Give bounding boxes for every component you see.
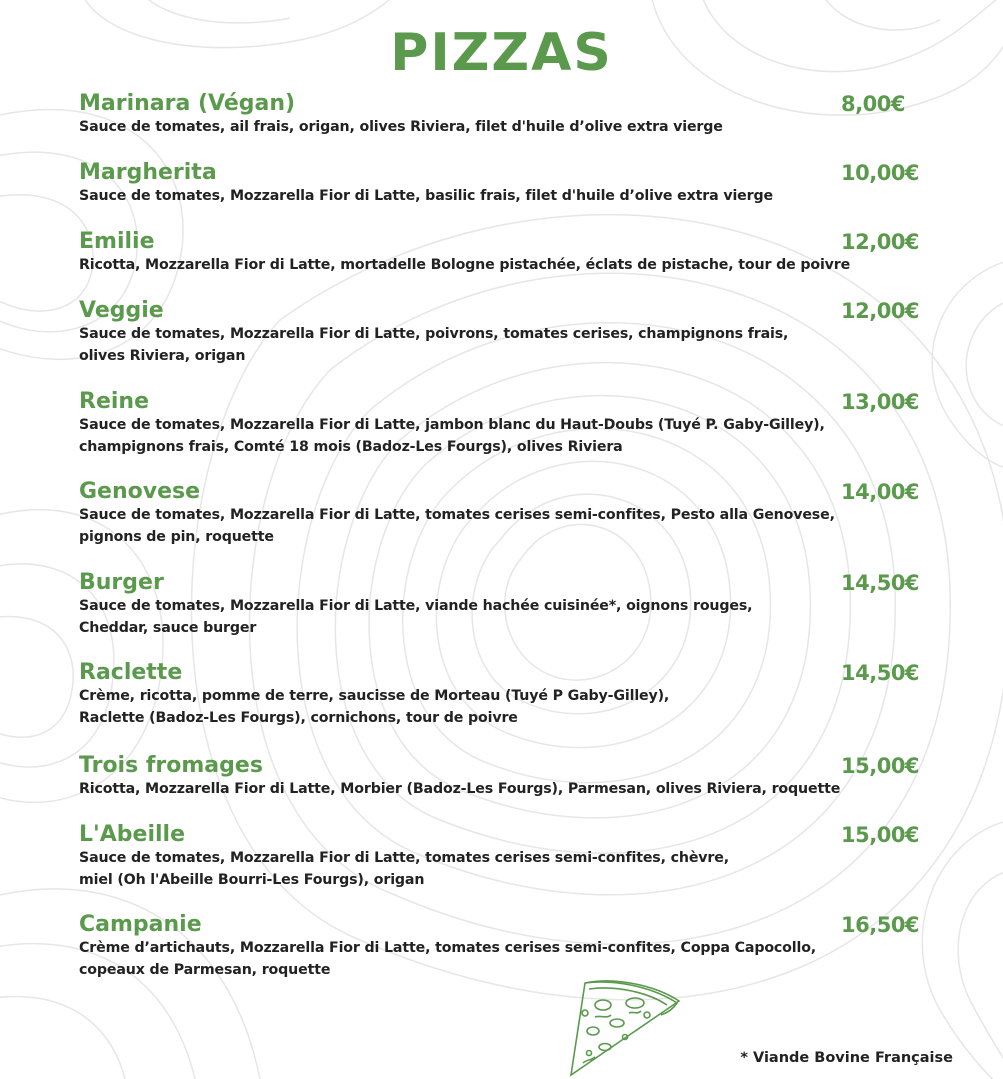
item-description: Sauce de tomates, Mozzarella Fior di Latte, tomates cerises semi-confites, chèvre, <box>79 850 729 866</box>
menu-item <box>79 571 939 639</box>
item-description-line-2: miel (Oh l'Abeille Bourri-Les Fourgs), origan <box>79 872 425 888</box>
item-price: 16,50€ <box>841 913 920 937</box>
item-name: Veggie <box>79 298 164 323</box>
menu-item <box>79 299 939 367</box>
menu-item <box>79 161 939 207</box>
item-price: 14,00€ <box>841 480 920 504</box>
menu-item <box>79 92 939 138</box>
item-price: 8,00€ <box>841 92 905 116</box>
menu-item <box>79 913 939 981</box>
menu-item <box>79 480 939 548</box>
item-name: Reine <box>79 389 149 414</box>
item-name: Emilie <box>79 229 155 254</box>
item-description: Crème, ricotta, pomme de terre, saucisse de Morteau (Tuyé P Gaby-Gilley), <box>79 688 670 704</box>
item-description: Sauce de tomates, Mozzarella Fior di Latte, jambon blanc du Haut-Doubs (Tuyé P. Gaby-Gilley), <box>79 417 825 433</box>
item-description: Sauce de tomates, Mozzarella Fior di Latte, tomates cerises semi-confites, Pesto alla Genovese, <box>79 507 835 523</box>
menu-item <box>79 390 939 458</box>
item-description-line-2: pignons de pin, roquette <box>79 529 274 545</box>
item-name: Marinara (Végan) <box>79 91 296 116</box>
item-price: 10,00€ <box>841 161 920 185</box>
item-name: L'Abeille <box>79 822 185 847</box>
menu-item <box>79 754 939 800</box>
item-description: Ricotta, Mozzarella Fior di Latte, mortadelle Bologne pistachée, éclats de pistache, tour de poivre <box>79 257 851 273</box>
item-price: 14,50€ <box>841 661 920 685</box>
item-description-line-2: Cheddar, sauce burger <box>79 620 257 636</box>
item-description-line-2: copeaux de Parmesan, roquette <box>79 962 331 978</box>
item-price: 13,00€ <box>841 390 920 414</box>
item-description: Ricotta, Mozzarella Fior di Latte, Morbier (Badoz-Les Fourgs), Parmesan, olives Riviera, roquette <box>79 781 841 797</box>
item-name: Campanie <box>79 912 202 937</box>
item-description: Sauce de tomates, Mozzarella Fior di Latte, poivrons, tomates cerises, champignons frais, <box>79 326 789 342</box>
item-name: Burger <box>79 570 164 595</box>
item-name: Raclette <box>79 660 183 685</box>
item-description: Sauce de tomates, ail frais, origan, olives Riviera, filet d'huile d’olive extra vierge <box>79 119 723 135</box>
item-description: Sauce de tomates, Mozzarella Fior di Latte, basilic frais, filet d'huile d’olive extra vierge <box>79 188 773 204</box>
item-price: 15,00€ <box>841 754 920 778</box>
item-price: 12,00€ <box>841 299 920 323</box>
item-price: 14,50€ <box>841 571 920 595</box>
item-price: 15,00€ <box>841 823 920 847</box>
item-description: Sauce de tomates, Mozzarella Fior di Latte, viande hachée cuisinée*, oignons rouges, <box>79 598 753 614</box>
item-price: 12,00€ <box>841 230 920 254</box>
item-name: Genovese <box>79 479 201 504</box>
menu-item <box>79 230 939 276</box>
footnote: * Viande Bovine Française <box>740 1050 953 1066</box>
item-name: Margherita <box>79 160 217 185</box>
menu-item <box>79 661 939 729</box>
item-description-line-2: Raclette (Badoz-Les Fourgs), cornichons, tour de poivre <box>79 710 518 726</box>
item-name: Trois fromages <box>79 753 263 778</box>
menu-item <box>79 823 939 891</box>
item-description: Crème d’artichauts, Mozzarella Fior di Latte, tomates cerises semi-confites, Coppa Capocollo, <box>79 940 817 956</box>
page-title: PIZZAS <box>390 23 613 83</box>
pizza-slice-icon <box>555 975 685 1079</box>
item-description-line-2: champignons frais, Comté 18 mois (Badoz-Les Fourgs), olives Riviera <box>79 439 623 455</box>
item-description-line-2: olives Riviera, origan <box>79 348 246 364</box>
